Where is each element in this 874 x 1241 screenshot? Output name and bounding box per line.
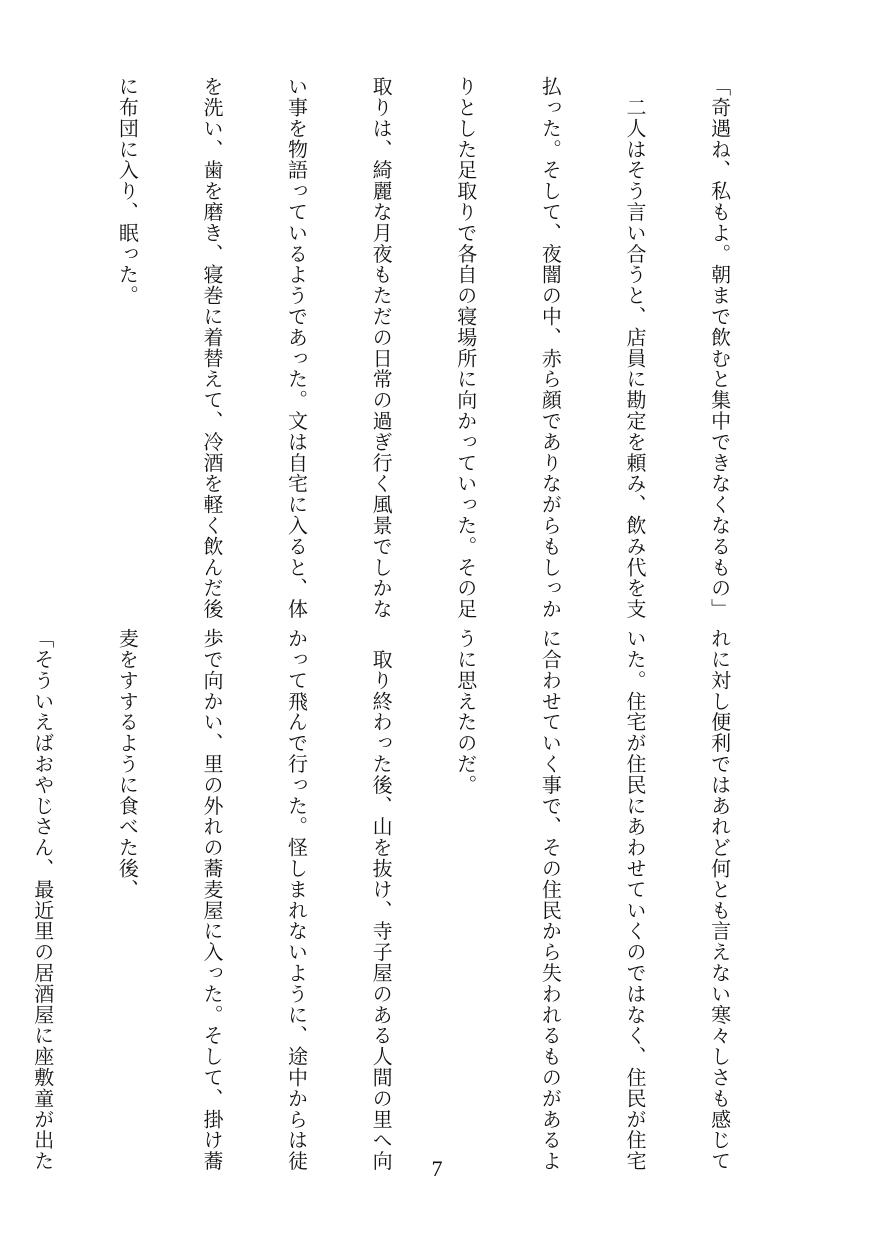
text-line: を洗い、歯を磨き、寝巻に着替えて、冷酒を軽く飲んだ後: [199, 76, 224, 620]
page-number: 7: [431, 1156, 443, 1181]
text-line: 歩で向かい、里の外れの蕎麦屋に入った。そして、掛け蕎: [199, 628, 224, 1172]
text-line: 取りは、綺麗な月夜もただの日常の過ぎ行く風景でしかな: [369, 76, 394, 620]
text-line: 「奇遇ね、私もよ。朝まで飲むと集中できなくなるもの」: [707, 76, 732, 620]
text-block-bottom: [30, 628, 790, 1176]
text-line: 二人はそう言い合うと、店員に勘定を頼み、飲み代を支: [622, 76, 647, 620]
text-line: に布団に入り、眠った。: [115, 76, 140, 306]
text-line: に合わせていく事で、その住民から失われるものがあるよ: [538, 628, 563, 1172]
text-line: かって飛んで行った。怪しまれないように、途中からは徒: [284, 628, 309, 1172]
text-line: れに対し便利ではあれど何とも言えない寒々しさも感じて: [707, 628, 732, 1172]
text-line: い事を物語っているようであった。文は自宅に入ると、体: [284, 76, 309, 620]
text-line: りとした足取りで各自の寝場所に向かっていった。その足: [453, 76, 478, 620]
text-line: 麦をすするように食べた後、: [115, 628, 140, 900]
text-line: 取り終わった後、山を抜け、寺子屋のある人間の里へ向: [369, 628, 394, 1172]
text-block-top: [84, 76, 790, 636]
text-line: いた。住宅が住民にあわせていくのではなく、住民が住宅: [622, 628, 647, 1172]
text-line: [29, 76, 57, 636]
text-line: 「そういえばおやじさん、最近里の居酒屋に座敷童が出た: [30, 628, 55, 1172]
text-line: 払った。そして、夜闇の中、赤ら顔でありながらもしっか: [538, 76, 563, 620]
text-line: うに思えたのだ。: [453, 628, 478, 796]
